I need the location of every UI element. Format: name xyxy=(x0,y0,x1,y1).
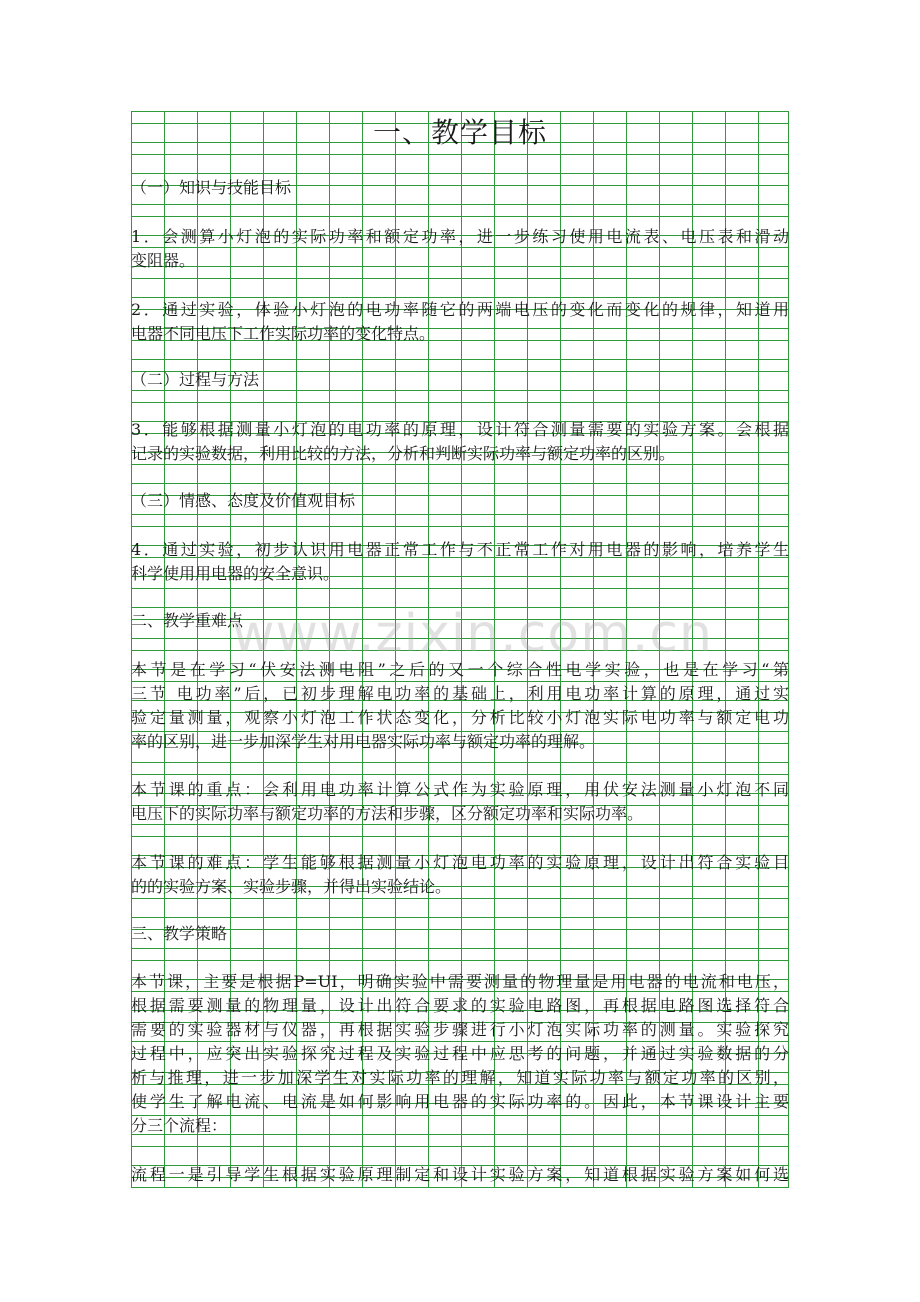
section-heading: （二）过程与方法 xyxy=(131,370,260,389)
paragraph-line: 本节课的难点：学生能够根据测量小灯泡电功率的实验原理，设计出符合实验目 xyxy=(131,853,789,872)
paragraph-line: 科学使用用电器的安全意识。 xyxy=(131,564,340,583)
section-heading: 三、教学策略 xyxy=(131,924,228,943)
paragraph-line: 2．通过实验，体验小灯泡的电功率随它的两端电压的变化而变化的规律，知道用 xyxy=(131,300,789,319)
paragraph-line: 变阻器。 xyxy=(131,251,196,270)
paragraph-line: 本节课，主要是根据P=UI，明确实验中需要测量的物理量是用电器的电流和电压， xyxy=(131,972,789,991)
paragraph-line: 电压下的实际功率与额定功率的方法和步骤，区分额定功率和实际功率。 xyxy=(131,804,644,823)
paragraph-line: 流程一是引导学生根据实验原理制定和设计实验方案，知道根据实验方案如何选 xyxy=(131,1165,789,1184)
paragraph-line: 使学生了解电流、电流是如何影响用电器的实际功率的。因此，本节课设计主要 xyxy=(131,1092,789,1111)
section-heading: 二、教学重难点 xyxy=(131,611,244,630)
section-heading: （三）情感、态度及价值观目标 xyxy=(131,491,356,510)
paragraph-line: 1．会测算小灯泡的实际功率和额定功率，进一步练习使用电流表、电压表和滑动 xyxy=(131,227,789,246)
paragraph-line: 本节课的重点：会利用电功率计算公式作为实验原理，用伏安法测量小灯泡不同 xyxy=(131,780,789,799)
paragraph-line: 本节是在学习“伏安法测电阻”之后的又一个综合性电学实验，也是在学习“第 xyxy=(131,660,789,679)
paragraph-line: 分三个流程： xyxy=(131,1116,228,1135)
paragraph-line: 3．能够根据测量小灯泡的电功率的原理，设计符合测量需要的实验方案。会根据 xyxy=(131,420,789,439)
paragraph-line: 的的实验方案、实验步骤，并得出实验结论。 xyxy=(131,877,452,896)
paragraph-line: 根据需要测量的物理量，设计出符合要求的实验电路图，再根据电路图选择符合 xyxy=(131,996,789,1015)
paragraph-line: 电器不同电压下工作实际功率的变化特点。 xyxy=(131,324,436,343)
watermark: www.zixin.com.cn xyxy=(232,604,713,664)
paragraph-line: 过程中，应突出实验探究过程及实验过程中应思考的问题，并通过实验数据的分 xyxy=(131,1044,789,1063)
paragraph-line: 三节 电功率”后，已初步理解电功率的基础上，利用电功率计算的原理，通过实 xyxy=(131,684,789,703)
section-heading: （一）知识与技能目标 xyxy=(131,178,292,197)
paragraph-line: 4．通过实验，初步认识用电器正常工作与不正常工作对用电器的影响，培养学生 xyxy=(131,540,789,559)
paragraph-line: 需要的实验器材与仪器，再根据实验步骤进行小灯泡实际功率的测量。实验探究 xyxy=(131,1020,789,1039)
paragraph-line: 记录的实验数据，利用比较的方法，分析和判断实际功率与额定功率的区别。 xyxy=(131,444,676,463)
paragraph-line: 析与推理，进一步加深学生对实际功率的理解，知道实际功率与额定功率的区别， xyxy=(131,1068,789,1087)
paragraph-line: 率的区别，进一步加深学生对用电器实际功率与额定功率的理解。 xyxy=(131,732,596,751)
page-title: 一、教学目标 xyxy=(372,116,547,149)
paragraph-line: 验定量测量，观察小灯泡工作状态变化，分析比较小灯泡实际电功率与额定电功 xyxy=(131,708,789,727)
